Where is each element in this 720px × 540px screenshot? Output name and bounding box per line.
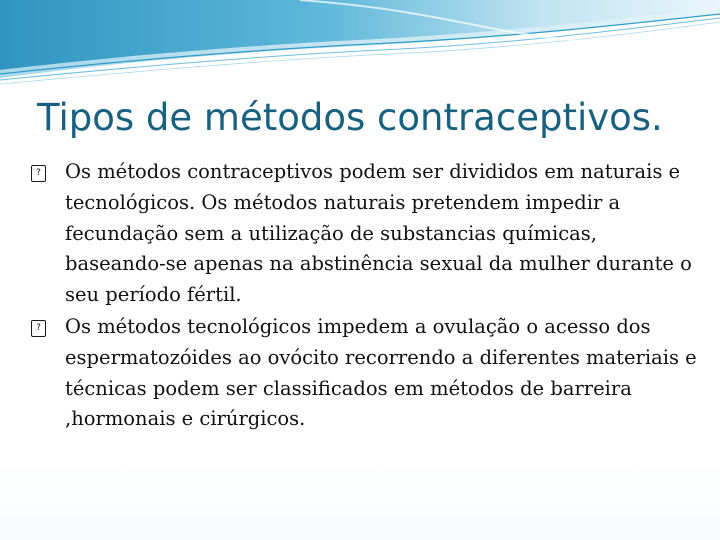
bullet-text: Os métodos contraceptivos podem ser divididos em naturais e tecnológicos. Os métodos naturais pretendem impedir a fecundação sem a utilização de substancias químicas, baseando-se apenas na abstinência sexual da mulher durante o seu período fértil. bbox=[65, 160, 692, 307]
bullet-item bbox=[30, 312, 700, 435]
bullet-item bbox=[30, 157, 700, 311]
missing-glyph-icon: ? bbox=[31, 320, 46, 337]
header-wave-decoration bbox=[0, 0, 720, 90]
bullet-text: Os métodos tecnológicos impedem a ovulação o acesso dos espermatozóides ao ovócito recorrendo a diferentes materiais e técnicas podem ser classificados em métodos de barreira ,hormonais e cirúrgicos. bbox=[65, 314, 697, 431]
slide-title: Tipos de métodos contraceptivos. bbox=[37, 96, 663, 139]
missing-glyph-icon: ? bbox=[31, 165, 46, 182]
bullet-list bbox=[30, 157, 700, 436]
